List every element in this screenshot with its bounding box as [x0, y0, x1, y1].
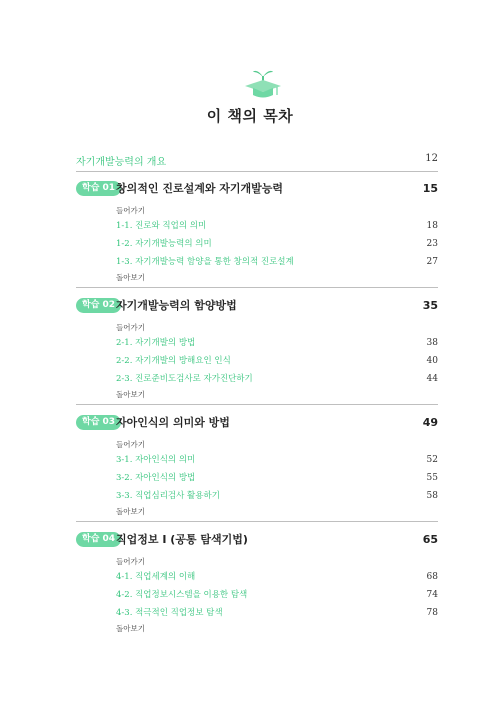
divider — [76, 171, 438, 172]
toc-item-page: 55 — [426, 473, 438, 483]
toc-item[interactable] — [116, 451, 438, 469]
toc-item[interactable] — [116, 469, 438, 487]
toc-item[interactable] — [116, 568, 438, 586]
section-badge: 학습 03 — [76, 415, 121, 430]
toc-item-label: 4-3. 적극적인 직업정보 탐색 — [116, 608, 223, 618]
toc-item-page: 23 — [426, 239, 438, 249]
section-badge: 학습 04 — [76, 532, 121, 547]
toc-item-page: 44 — [426, 374, 438, 384]
toc-intro-entry[interactable] — [76, 153, 438, 169]
toc-item[interactable] — [116, 370, 438, 388]
review-label: 돌아보기 — [116, 390, 145, 399]
toc-item-page: 68 — [426, 572, 438, 582]
review-label: 돌아보기 — [116, 624, 145, 633]
section-header[interactable] — [76, 531, 438, 549]
toc-item-label: 4-2. 직업정보시스템을 이용한 탐색 — [116, 590, 248, 600]
graduation-cap-icon — [244, 68, 282, 102]
toc-item[interactable] — [116, 586, 438, 604]
toc-item[interactable] — [116, 217, 438, 235]
intro-label: 들어가기 — [116, 440, 145, 449]
toc-item-label: 1-2. 자기개발능력의 의미 — [116, 239, 212, 249]
page-title: 이 책의 목차 — [206, 107, 294, 125]
section-badge: 학습 01 — [76, 181, 121, 196]
section-page-number: 65 — [422, 533, 438, 546]
section-header[interactable] — [76, 180, 438, 198]
section-header[interactable] — [76, 414, 438, 432]
toc-section — [76, 297, 438, 401]
intro-label: 들어가기 — [116, 557, 145, 566]
divider — [76, 287, 438, 288]
toc-item-page: 38 — [426, 338, 438, 348]
toc-section — [76, 531, 438, 635]
review-label: 돌아보기 — [116, 273, 145, 282]
toc-item[interactable] — [116, 334, 438, 352]
section-badge: 학습 02 — [76, 298, 121, 313]
divider — [76, 521, 438, 522]
toc-item-label: 3-3. 직업심리검사 활용하기 — [116, 491, 220, 501]
toc-item-page: 58 — [426, 491, 438, 501]
toc-section — [76, 180, 438, 284]
toc-item-label: 4-1. 직업세계의 이해 — [116, 572, 196, 582]
section-title: 직업정보 I (공통 탐색기법) — [116, 533, 248, 546]
toc-item-page: 74 — [426, 590, 438, 600]
toc-item[interactable] — [116, 352, 438, 370]
toc-item-label: 3-1. 자아인식의 의미 — [116, 455, 196, 465]
section-title: 자기개발능력의 함양방법 — [116, 299, 237, 312]
section-title: 창의적인 진로설계와 자기개발능력 — [116, 182, 284, 195]
toc-item-page: 27 — [426, 257, 438, 267]
toc-item[interactable] — [116, 235, 438, 253]
toc-item[interactable] — [116, 604, 438, 622]
intro-label: 들어가기 — [116, 206, 145, 215]
intro-page-number: 12 — [425, 153, 438, 164]
toc-item-page: 52 — [426, 455, 438, 465]
section-page-number: 15 — [422, 182, 438, 195]
intro-label: 자기개발능력의 개요 — [76, 157, 167, 168]
section-page-number: 49 — [422, 416, 438, 429]
toc-item-label: 2-2. 자기개발의 방해요인 인식 — [116, 356, 231, 366]
toc-item-label: 1-1. 진로와 직업의 의미 — [116, 221, 207, 231]
divider — [76, 404, 438, 405]
toc-item-page: 18 — [426, 221, 438, 231]
toc-item-label: 1-3. 자기개발능력 함양을 통한 창의적 진로설계 — [116, 257, 294, 267]
intro-label: 들어가기 — [116, 323, 145, 332]
toc-item[interactable] — [116, 253, 438, 271]
toc-item-page: 78 — [426, 608, 438, 618]
review-label: 돌아보기 — [116, 507, 145, 516]
toc-item-label: 3-2. 자아인식의 방법 — [116, 473, 196, 483]
toc-item-page: 40 — [426, 356, 438, 366]
toc-section — [76, 414, 438, 518]
section-title: 자아인식의 의미와 방법 — [116, 416, 230, 429]
toc-item-label: 2-3. 진로준비도검사로 자가진단하기 — [116, 374, 253, 384]
section-header[interactable] — [76, 297, 438, 315]
toc-item[interactable] — [116, 487, 438, 505]
section-page-number: 35 — [422, 299, 438, 312]
toc-item-label: 2-1. 자기개발의 방법 — [116, 338, 196, 348]
